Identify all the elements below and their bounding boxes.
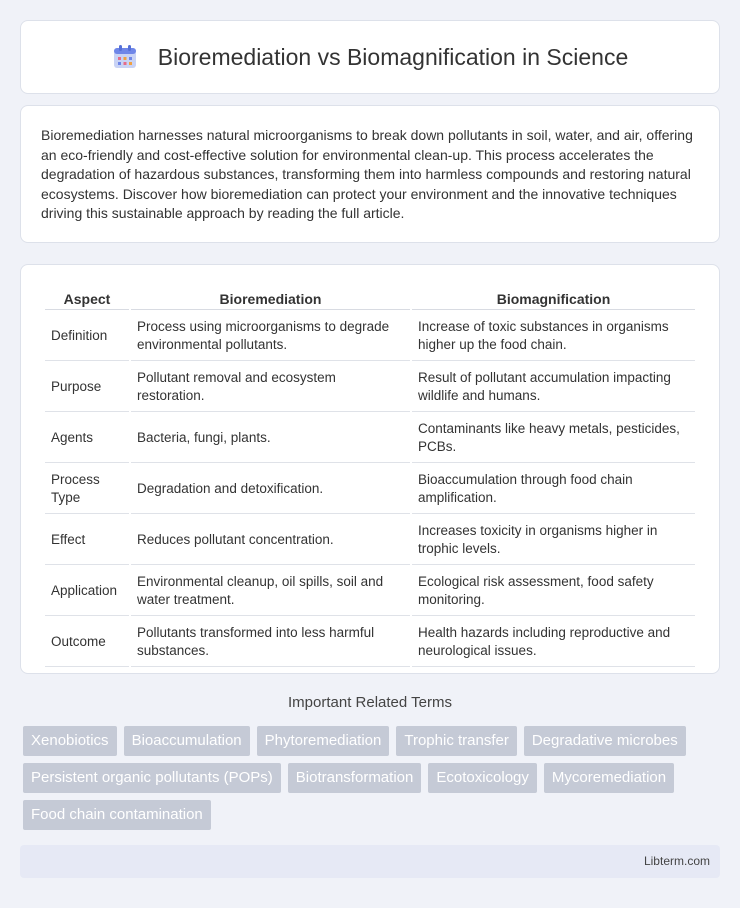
calendar-icon xyxy=(112,44,138,70)
header-bioremediation: Bioremediation xyxy=(131,287,410,310)
row-biomagnification: Increases toxicity in organisms higher in trophic levels. xyxy=(412,516,695,565)
header-card xyxy=(20,20,720,94)
term-tag[interactable]: Biotransformation xyxy=(288,763,422,793)
related-terms-title: Important Related Terms xyxy=(288,694,452,711)
page-title: Bioremediation vs Biomagnification in Science xyxy=(157,43,629,70)
related-terms-list xyxy=(23,726,723,830)
table-row xyxy=(45,414,695,463)
footer-site-link[interactable]: Libterm.com xyxy=(643,854,710,868)
term-tag[interactable]: Persistent organic pollutants (POPs) xyxy=(23,763,281,793)
footer xyxy=(20,845,720,878)
comparison-table xyxy=(43,285,697,669)
table-row xyxy=(45,516,695,565)
term-tag[interactable]: Degradative microbes xyxy=(524,726,686,756)
row-biomagnification: Contaminants like heavy metals, pesticides, PCBs. xyxy=(412,414,695,463)
term-tag[interactable]: Bioaccumulation xyxy=(124,726,250,756)
table-row xyxy=(45,618,695,667)
row-aspect: Process Type xyxy=(45,465,129,514)
row-aspect: Purpose xyxy=(45,363,129,412)
row-biomagnification: Ecological risk assessment, food safety monitoring. xyxy=(412,567,695,616)
row-bioremediation: Environmental cleanup, oil spills, soil and water treatment. xyxy=(131,567,410,616)
row-aspect: Application xyxy=(45,567,129,616)
term-tag[interactable]: Phytoremediation xyxy=(257,726,390,756)
row-aspect: Effect xyxy=(45,516,129,565)
row-bioremediation: Bacteria, fungi, plants. xyxy=(131,414,410,463)
row-bioremediation: Reduces pollutant concentration. xyxy=(131,516,410,565)
table-row xyxy=(45,363,695,412)
row-bioremediation: Degradation and detoxification. xyxy=(131,465,410,514)
row-biomagnification: Result of pollutant accumulation impacting wildlife and humans. xyxy=(412,363,695,412)
table-header-row xyxy=(45,287,695,310)
row-biomagnification: Increase of toxic substances in organisms higher up the food chain. xyxy=(412,312,695,361)
intro-text: Bioremediation harnesses natural microorganisms to break down pollutants in soil, water, and air, offering an eco-friendly and cost-effective solution for environmental clean-up. This process accelerates the degradation of hazardous substances, transforming them into harmless compounds and restoring natural ecosystems. Discover how bioremediation can protect your environment and the innovative techniques driving this sustainable approach by reading the full article. xyxy=(41,127,693,221)
row-aspect: Outcome xyxy=(45,618,129,667)
term-tag[interactable]: Xenobiotics xyxy=(23,726,117,756)
comparison-card xyxy=(20,264,720,674)
header-aspect: Aspect xyxy=(45,287,129,310)
row-bioremediation: Pollutants transformed into less harmful substances. xyxy=(131,618,410,667)
row-aspect: Agents xyxy=(45,414,129,463)
header-biomagnification: Biomagnification xyxy=(412,287,695,310)
term-tag[interactable]: Mycoremediation xyxy=(544,763,674,793)
table-row xyxy=(45,312,695,361)
row-biomagnification: Bioaccumulation through food chain amplification. xyxy=(412,465,695,514)
row-biomagnification: Health hazards including reproductive and neurological issues. xyxy=(412,618,695,667)
row-aspect: Definition xyxy=(45,312,129,361)
row-bioremediation: Pollutant removal and ecosystem restoration. xyxy=(131,363,410,412)
intro-card xyxy=(20,105,720,243)
row-bioremediation: Process using microorganisms to degrade environmental pollutants. xyxy=(131,312,410,361)
term-tag[interactable]: Food chain contamination xyxy=(23,800,211,830)
term-tag[interactable]: Trophic transfer xyxy=(396,726,516,756)
table-row xyxy=(45,465,695,514)
term-tag[interactable]: Ecotoxicology xyxy=(428,763,537,793)
table-row xyxy=(45,567,695,616)
